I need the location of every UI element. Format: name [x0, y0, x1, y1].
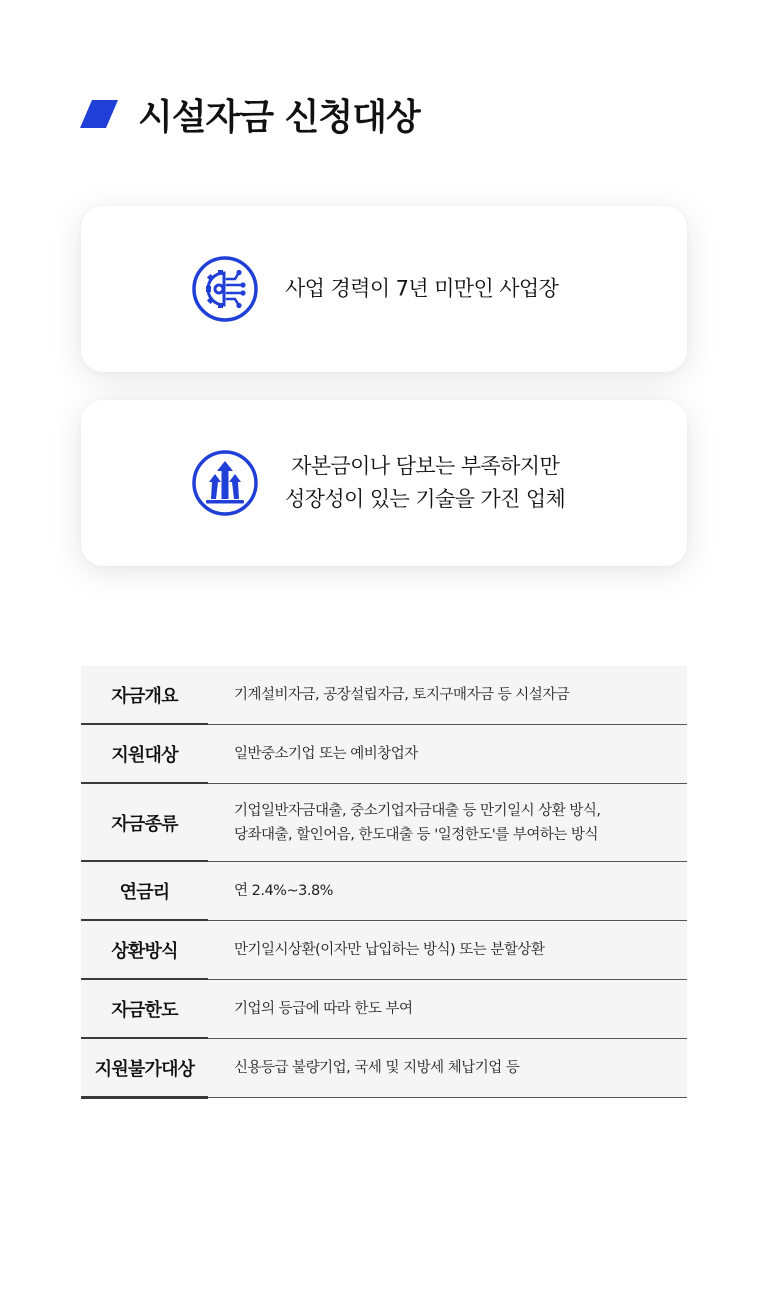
card-text-line: 사업 경력이 7년 미만인 사업장 [285, 276, 559, 301]
row-value-line: 기업일반자금대출, 중소기업자금대출 등 만기일시 상환 방식, [234, 802, 601, 819]
section-heading [80, 86, 420, 142]
table-row [81, 725, 687, 784]
row-label: 자금종류 [81, 784, 208, 861]
row-value-line: 연 2.4%~3.8% [234, 883, 333, 899]
eligibility-card [81, 400, 687, 566]
row-value-line: 신용등급 불량기업, 국세 및 지방세 체납기업 등 [234, 1060, 520, 1076]
table-row [81, 666, 687, 725]
card-text-line: 성장성이 있는 기술을 가진 업체 [285, 487, 566, 511]
row-label: 지원불가대상 [81, 1039, 208, 1097]
row-value-line: 기계설비자금, 공장설립자금, 토지구매자금 등 시설자금 [234, 687, 570, 703]
table-row [81, 862, 687, 921]
row-value-line: 만기일시상환(이자만 납입하는 방식) 또는 분할상환 [234, 942, 545, 958]
row-value [208, 862, 687, 920]
row-value-line: 일반중소기업 또는 예비창업자 [234, 746, 418, 762]
row-value [208, 980, 687, 1038]
funding-info-table [81, 666, 687, 1098]
card-text-line: 자본금이나 담보는 부족하지만 [291, 454, 560, 478]
page-title: 시설자금 신청대상 [138, 96, 420, 138]
table-row [81, 980, 687, 1039]
row-value-line: 당좌대출, 할인어음, 한도대출 등 '일정한도'를 부여하는 방식 [234, 826, 599, 843]
growth-arrows-icon [191, 449, 259, 517]
gear-circuit-icon [191, 255, 259, 323]
slash-accent-icon [80, 100, 118, 128]
row-value-line: 기업의 등급에 따라 한도 부여 [234, 1001, 413, 1017]
table-row [81, 1039, 687, 1098]
card-text [285, 450, 565, 516]
row-label: 자금한도 [81, 980, 208, 1038]
table-row [81, 784, 687, 862]
row-value [208, 666, 687, 724]
row-label: 상환방식 [81, 921, 208, 979]
card-text [285, 273, 558, 306]
row-value [208, 725, 687, 783]
row-label: 연금리 [81, 862, 208, 920]
row-value [208, 921, 687, 979]
row-label: 지원대상 [81, 725, 208, 783]
row-value [208, 1039, 687, 1097]
row-label: 자금개요 [81, 666, 208, 724]
eligibility-card [81, 206, 687, 372]
row-value [208, 784, 687, 861]
table-row [81, 921, 687, 980]
